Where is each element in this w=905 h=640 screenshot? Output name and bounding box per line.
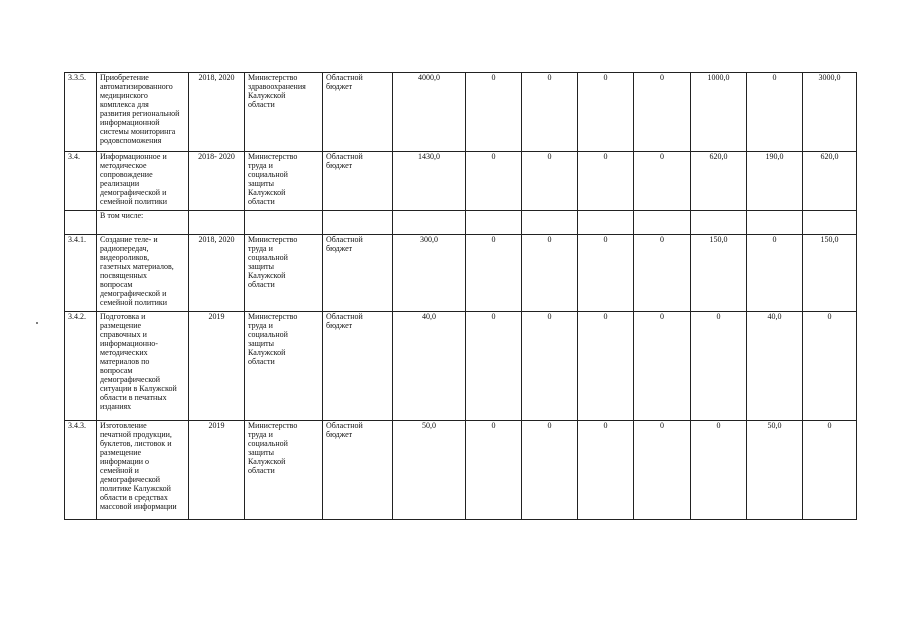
implementation-years: 2018, 2020 [189,73,245,152]
value-cell: 0 [466,152,522,211]
value-cell: 1430,0 [393,152,466,211]
table-row [65,235,857,312]
value-cell: 150,0 [803,235,857,312]
value-cell: 50,0 [393,421,466,520]
value-cell [691,211,747,235]
table-row [65,73,857,152]
row-number: 3.4. [65,152,97,211]
budget-table [64,72,857,520]
value-cell: 0 [578,235,634,312]
value-cell: 40,0 [747,312,803,421]
value-cell: 0 [578,73,634,152]
funding-source: Областной бюджет [323,421,393,520]
value-cell [747,211,803,235]
implementation-years: 2019 [189,312,245,421]
implementation-years [189,211,245,235]
value-cell: 0 [466,73,522,152]
value-cell: 0 [522,235,578,312]
value-cell: 0 [634,421,691,520]
value-cell: 0 [803,312,857,421]
row-number: 3.4.1. [65,235,97,312]
value-cell: 0 [466,421,522,520]
value-cell: 0 [578,152,634,211]
value-cell: 0 [522,421,578,520]
measure-name: В том числе: [97,211,189,235]
implementation-years: 2019 [189,421,245,520]
executor: Министерство труда и социальной защиты Калужской области [245,312,323,421]
value-cell: 300,0 [393,235,466,312]
row-number: 3.4.3. [65,421,97,520]
value-cell: 0 [522,73,578,152]
value-cell: 0 [634,152,691,211]
value-cell: 40,0 [393,312,466,421]
scan-speck [36,322,38,324]
value-cell: 0 [522,152,578,211]
executor: Министерство труда и социальной защиты Калужской области [245,152,323,211]
value-cell: 0 [691,421,747,520]
value-cell: 0 [522,312,578,421]
value-cell: 0 [578,421,634,520]
executor [245,211,323,235]
table-row [65,312,857,421]
executor: Министерство здравоохранения Калужской области [245,73,323,152]
value-cell: 0 [803,421,857,520]
value-cell: 0 [466,235,522,312]
funding-source: Областной бюджет [323,152,393,211]
value-cell [578,211,634,235]
value-cell: 1000,0 [691,73,747,152]
funding-source: Областной бюджет [323,73,393,152]
measure-name: Создание теле- и радиопередач, видеороликов, газетных материалов, посвященных вопросам демографической и семейной политики [97,235,189,312]
measure-name: Приобретение автоматизированного медицинского комплекса для развития региональной информационной системы мониторинга родовспоможения [97,73,189,152]
value-cell: 190,0 [747,152,803,211]
value-cell [522,211,578,235]
value-cell: 0 [747,73,803,152]
table-row [65,421,857,520]
value-cell: 0 [634,73,691,152]
measure-name: Подготовка и размещение справочных и информационно- методических материалов по вопросам демографической ситуации в Калужской области в печатных изданиях [97,312,189,421]
value-cell [634,211,691,235]
table-row [65,211,857,235]
row-number: 3.3.5. [65,73,97,152]
value-cell: 620,0 [691,152,747,211]
value-cell: 3000,0 [803,73,857,152]
executor: Министерство труда и социальной защиты Калужской области [245,421,323,520]
table-row [65,152,857,211]
funding-source [323,211,393,235]
value-cell: 0 [578,312,634,421]
value-cell: 150,0 [691,235,747,312]
measure-name: Изготовление печатной продукции, буклетов, листовок и размещение информации о семейной и демографической политике Калужской области в средствах массовой информации [97,421,189,520]
value-cell: 50,0 [747,421,803,520]
value-cell [803,211,857,235]
value-cell: 0 [634,312,691,421]
value-cell: 0 [691,312,747,421]
measure-name: Информационное и методическое сопровождение реализации демографической и семейной политики [97,152,189,211]
value-cell: 4000,0 [393,73,466,152]
implementation-years: 2018, 2020 [189,235,245,312]
value-cell: 0 [634,235,691,312]
funding-source: Областной бюджет [323,235,393,312]
value-cell: 620,0 [803,152,857,211]
executor: Министерство труда и социальной защиты Калужской области [245,235,323,312]
row-number: 3.4.2. [65,312,97,421]
value-cell [393,211,466,235]
funding-source: Областной бюджет [323,312,393,421]
implementation-years: 2018- 2020 [189,152,245,211]
value-cell [466,211,522,235]
value-cell: 0 [466,312,522,421]
value-cell: 0 [747,235,803,312]
row-number [65,211,97,235]
